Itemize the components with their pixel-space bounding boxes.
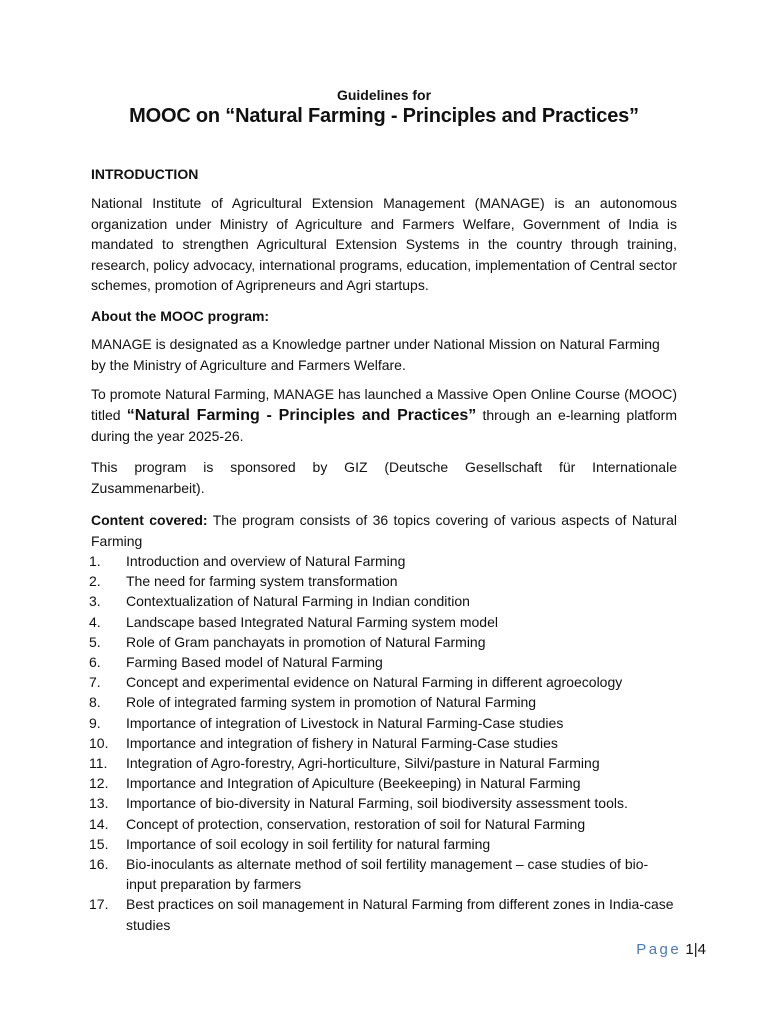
page-separator: |: [693, 941, 698, 958]
introduction-paragraph: National Institute of Agricultural Extension Management (MANAGE) is an autonomous organization under Ministry of Agriculture and Farmers Welfare, Government of India is mandated to strengthen Agricultural Extension Systems in the country through training, research, policy advocacy, international programs, education, implementation of Central sector schemes, promotion of Agripreneurs and Agri startups.: [91, 195, 677, 293]
topic-number: 1.: [89, 553, 101, 569]
topic-number: 9.: [89, 714, 101, 731]
topic-text: The need for farming system transformation: [126, 573, 398, 590]
content-covered-label: Content covered:: [91, 512, 208, 528]
course-title-inline: “Natural Farming - Principles and Practices”: [126, 406, 477, 424]
topic-item: [91, 793, 677, 813]
topic-text: Farming Based model of Natural Farming: [126, 654, 383, 671]
topic-number: 10.: [89, 734, 109, 751]
document-subtitle: Guidelines for: [336, 87, 432, 103]
topic-text: Role of integrated farming system in promotion of Natural Farming: [126, 694, 537, 711]
topic-number: 5.: [89, 633, 101, 650]
topic-number: 17.: [89, 896, 109, 913]
about-paragraph-2: [91, 384, 677, 447]
topic-number: 2.: [89, 573, 101, 590]
topic-text: Introduction and overview of Natural Farming: [126, 553, 406, 569]
page-footer: [636, 941, 706, 958]
topic-item: [91, 753, 677, 773]
about-paragraph-3: This program is sponsored by GIZ (Deutsche Gesellschaft für Internationale Zusammenarbeit).: [91, 459, 677, 496]
topic-number: 7.: [89, 674, 101, 691]
page-total: 4: [697, 941, 706, 958]
topic-number: 12.: [89, 775, 109, 792]
topic-item: [91, 591, 677, 611]
topic-item: [91, 713, 677, 733]
topic-list: [91, 551, 677, 935]
topic-number: 16.: [89, 856, 109, 873]
topic-text: Importance and integration of fishery in Natural Farming-Case studies: [126, 734, 558, 751]
topic-text: Importance of integration of Livestock in Natural Farming-Case studies: [126, 714, 564, 731]
topic-text: Bio-inoculants as alternate method of soil fertility management – case studies of bio-input preparation by farmers: [126, 856, 649, 893]
content-covered-text: The program consists of 36 topics covering of various aspects of Natural Farming: [91, 512, 677, 549]
topic-item: [91, 652, 677, 672]
topic-item: [91, 814, 677, 834]
page-current: 1: [685, 941, 694, 958]
about-paragraph-2-end: through an e-learning platform during the year 2025-26.: [91, 406, 677, 444]
topic-item: [91, 894, 677, 934]
topic-item: [91, 672, 677, 692]
topic-number: 6.: [89, 654, 101, 671]
topic-item: [91, 834, 677, 854]
topic-number: 8.: [89, 694, 101, 711]
topic-item: [91, 571, 677, 591]
topic-number: 13.: [89, 795, 109, 812]
topic-number: 3.: [89, 593, 101, 610]
about-heading: About the MOOC program:: [91, 308, 270, 324]
topic-item: [91, 733, 677, 753]
topic-number: 4.: [89, 613, 101, 630]
topic-text: Concept of protection, conservation, restoration of soil for Natural Farming: [126, 815, 586, 832]
topic-item: [91, 773, 677, 793]
topic-text: Integration of Agro-forestry, Agri-horticulture, Silvi/pasture in Natural Farming: [126, 755, 600, 772]
introduction-heading: INTRODUCTION: [91, 166, 199, 182]
about-paragraph-2-intro: To promote Natural Farming, MANAGE has launched a Massive Open Online Course (MOOC) titled: [91, 386, 677, 423]
document-title: MOOC on “Natural Farming - Principles and Practices”: [129, 105, 639, 127]
topic-item: [91, 551, 677, 571]
topic-text: Importance of bio-diversity in Natural Farming, soil biodiversity assessment tools.: [126, 795, 628, 812]
topic-number: 14.: [89, 815, 109, 832]
content-covered-paragraph: [91, 510, 677, 551]
topic-text: Best practices on soil management in Natural Farming from different zones in India-case studies: [126, 896, 674, 933]
topic-text: Role of Gram panchayats in promotion of Natural Farming: [126, 633, 486, 650]
topic-number: 15.: [89, 835, 109, 852]
topic-text: Importance and Integration of Apiculture (Beekeeping) in Natural Farming: [126, 775, 581, 792]
topic-item: [91, 632, 677, 652]
page-label: Page: [636, 941, 682, 958]
topic-text: Concept and experimental evidence on Natural Farming in different agroecology: [126, 674, 623, 691]
topic-item: [91, 612, 677, 632]
topic-item: [91, 692, 677, 712]
topic-text: Landscape based Integrated Natural Farming system model: [126, 613, 498, 630]
topic-item: [91, 854, 677, 894]
about-paragraph-1: MANAGE is designated as a Knowledge partner under National Mission on Natural Farming by the Ministry of Agriculture and Farmers Welfare.: [91, 336, 660, 373]
topic-text: Importance of soil ecology in soil fertility for natural farming: [126, 835, 491, 852]
topic-number: 11.: [89, 755, 108, 772]
topic-text: Contextualization of Natural Farming in Indian condition: [126, 593, 470, 610]
